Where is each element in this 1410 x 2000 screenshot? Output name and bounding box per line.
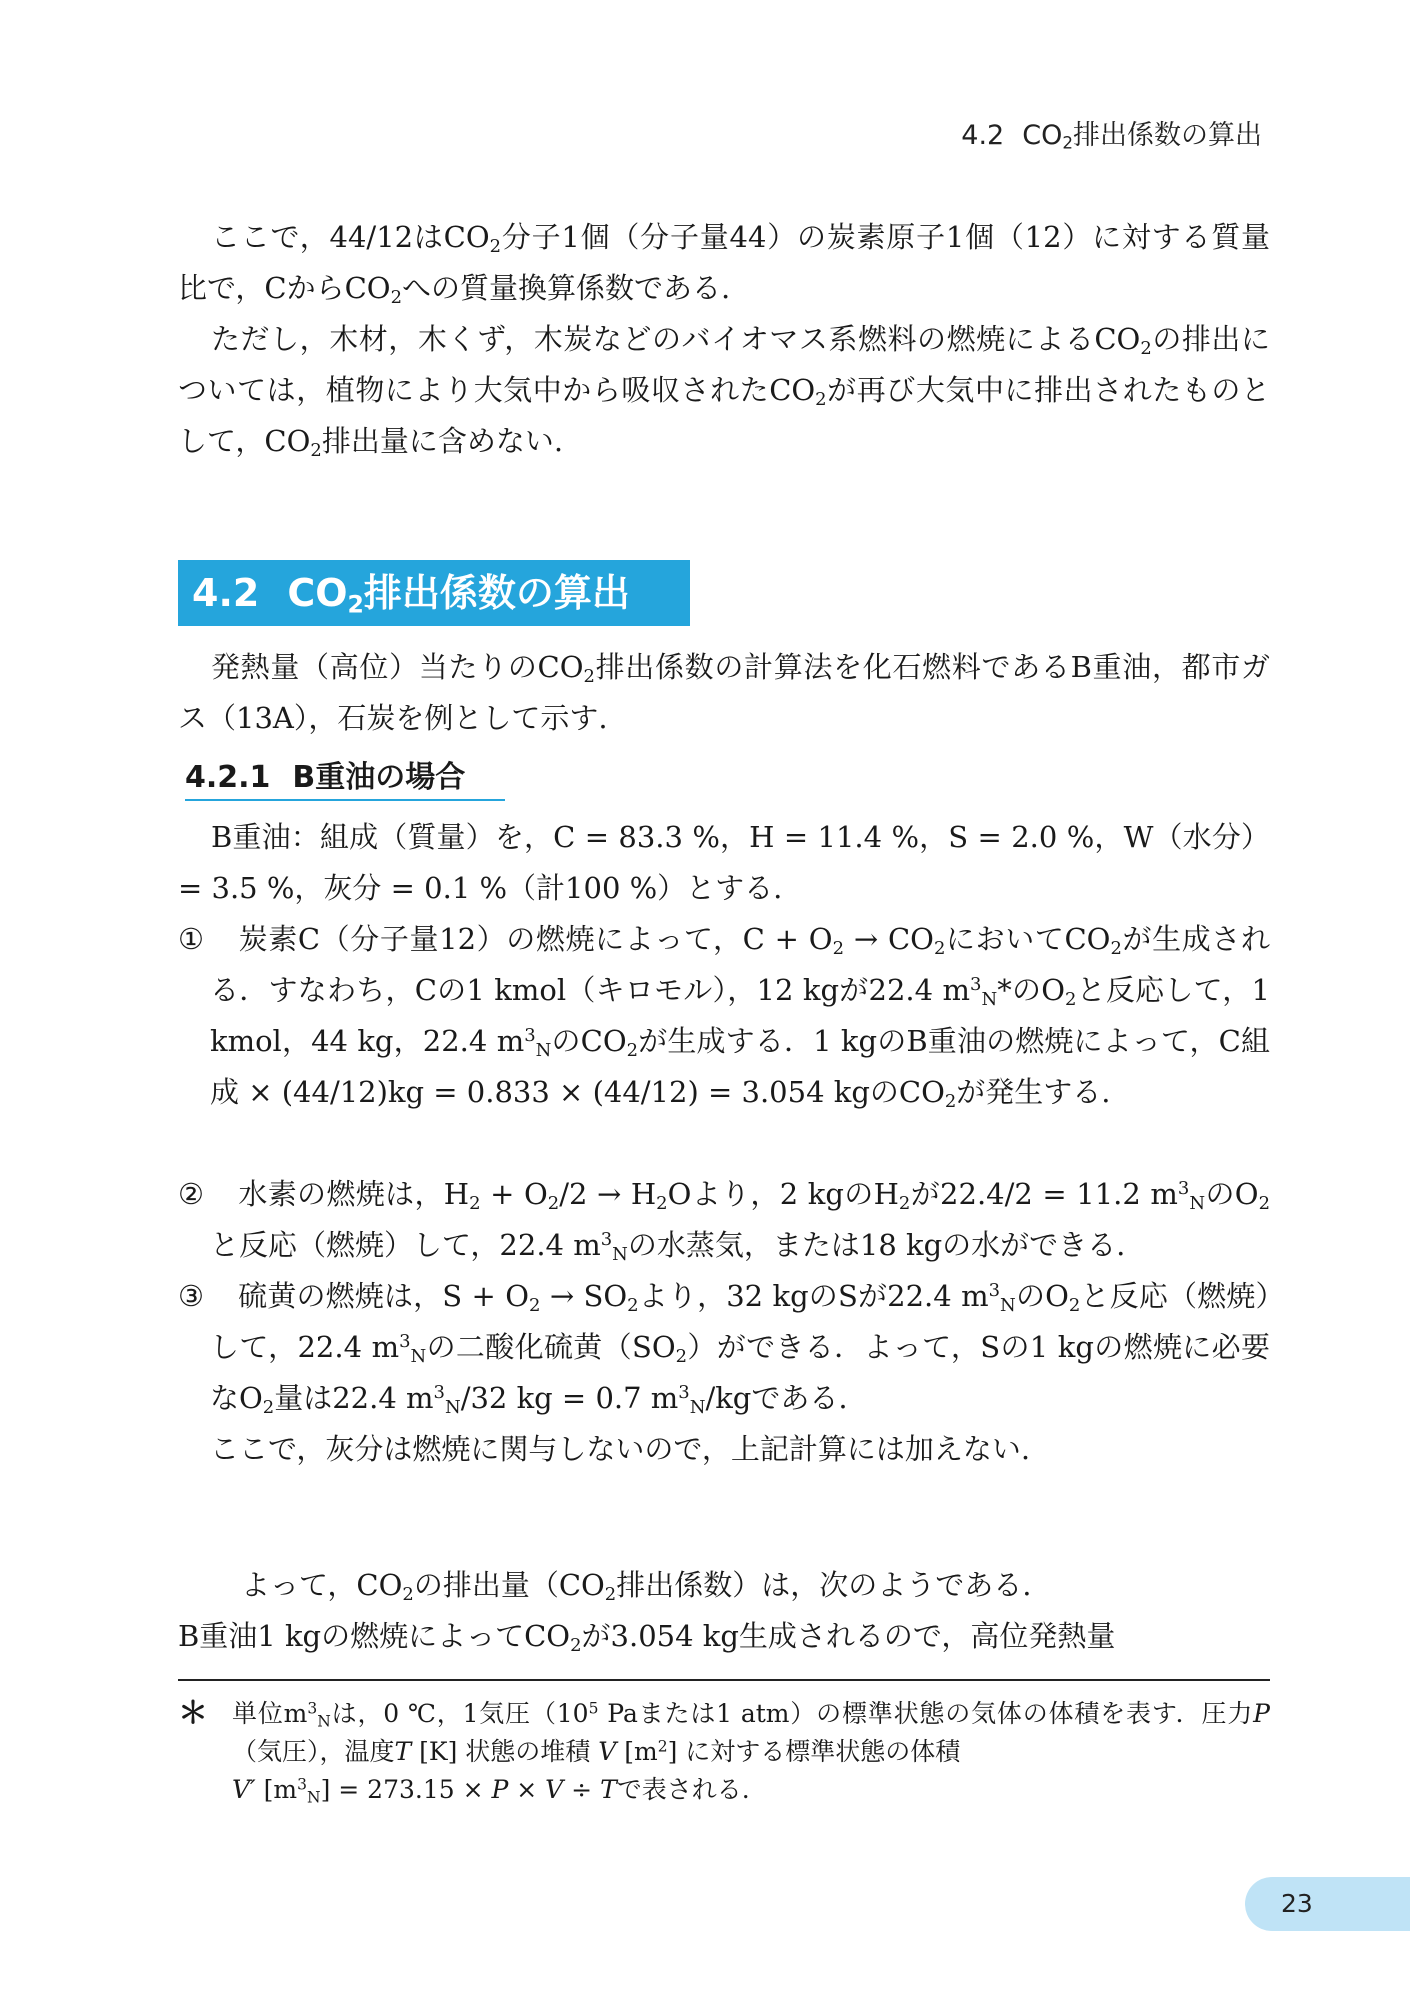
composition-paragraph: B重油：組成（質量）を，C = 83.3 %，H = 11.4 %，S = 2.0 %，W（水分）= 3.5 %，灰分 = 0.1 %（計100 %）とする.: [178, 820, 1270, 905]
page-number: 23: [1245, 1877, 1410, 1931]
footnote-divider: [178, 1679, 1270, 1681]
footnote-mark: ＊: [178, 1696, 208, 1731]
item-number: ②: [178, 1177, 204, 1211]
item-number: ①: [178, 922, 204, 956]
ash-note: ここで，灰分は燃焼に関与しないので，上記計算には加えない.: [210, 1432, 1031, 1466]
intro-paragraph-2: ただし，木材，木くず，木炭などのバイオマス系燃料の燃焼による$CO_2$の排出については，植物により大気中から吸収された$CO_2$が再び大気中に排出されたものとして，$CO_2$排出量に含めない.: [178, 322, 1270, 462]
subsection-heading: 4.2.1 B重油の場合: [185, 757, 505, 801]
section-heading-bar: 4.2 $CO_2$排出係数の算出: [178, 560, 690, 626]
running-header: 4.2 $CO_2$排出係数の算出: [961, 120, 1262, 153]
item-number: ③: [178, 1279, 204, 1313]
footnote: ＊ 単位$m^3_N$は，0 ℃，1気圧（$10^5$ Paまたは1 atm）の標準状態の気体の体積を表す．圧力P（気圧），温度T [K] 状態の堆積 V $[m^2]$ に対する標準状態の体積 V′ $[m^3_N] = 273.15 \times P \times V \div T$で表される.: [178, 1696, 1270, 1807]
intro-paragraph-1: ここで，44/12は$CO_2$分子1個（分子量44）の炭素原子1個（12）に対する質量比で，Cから$CO_2$への質量換算係数である.: [178, 220, 1270, 309]
list-item-hydrogen: ② 水素の燃焼は，$H_2 + O_2/2 \to H_2O$より，2 kgの$H_2$が22.4/2 = 11.2 $m^3_N$の$O_2$と反応（燃焼）して，22.4 $m^3_N$の水蒸気，または18 kgの水ができる.: [178, 1169, 1270, 1271]
list-item-sulfur: ③ 硫黄の燃焼は，$S + O_2 \to SO_2$より，32 kgのSが22.4 $m^3_N$の$O_2$と反応（燃焼）して，22.4 $m^3_N$の二酸化硫黄$(SO_2)$ができる．よって，Sの1 kgの燃焼に必要な$O_2$量は22.4 $m^3_N/32$ kg = 0.7 $m^3_N/kg$である.: [178, 1271, 1270, 1424]
conclusion-paragraph: よって，$CO_2$の排出量（$CO_2$排出係数）は，次のようである. B重油1 kgの燃焼によって$CO_2$が3.054 kg生成されるので，高位発熱量: [178, 1568, 1116, 1657]
list-item-carbon: ① 炭素C（分子量12）の燃焼によって，$C + O_2 \to CO_2$において$CO_2$が生成される．すなわち，Cの1 kmol（キロモル），12 kgが22.4 $m^3_N*$の$O_2$と反応して，1 kmol，44 kg，22.4 $m^3_N$の$CO_2$が生成する．1 kgのB重油の燃焼によって，C組成 × (44/12)kg = 0.833 × (44/12) = 3.054 kgの$CO_2$が発生する.: [178, 914, 1270, 1118]
section-intro-paragraph: 発熱量（高位）当たりの$CO_2$排出係数の計算法を化石燃料であるB重油，都市ガス（13A），石炭を例として示す.: [178, 650, 1270, 735]
